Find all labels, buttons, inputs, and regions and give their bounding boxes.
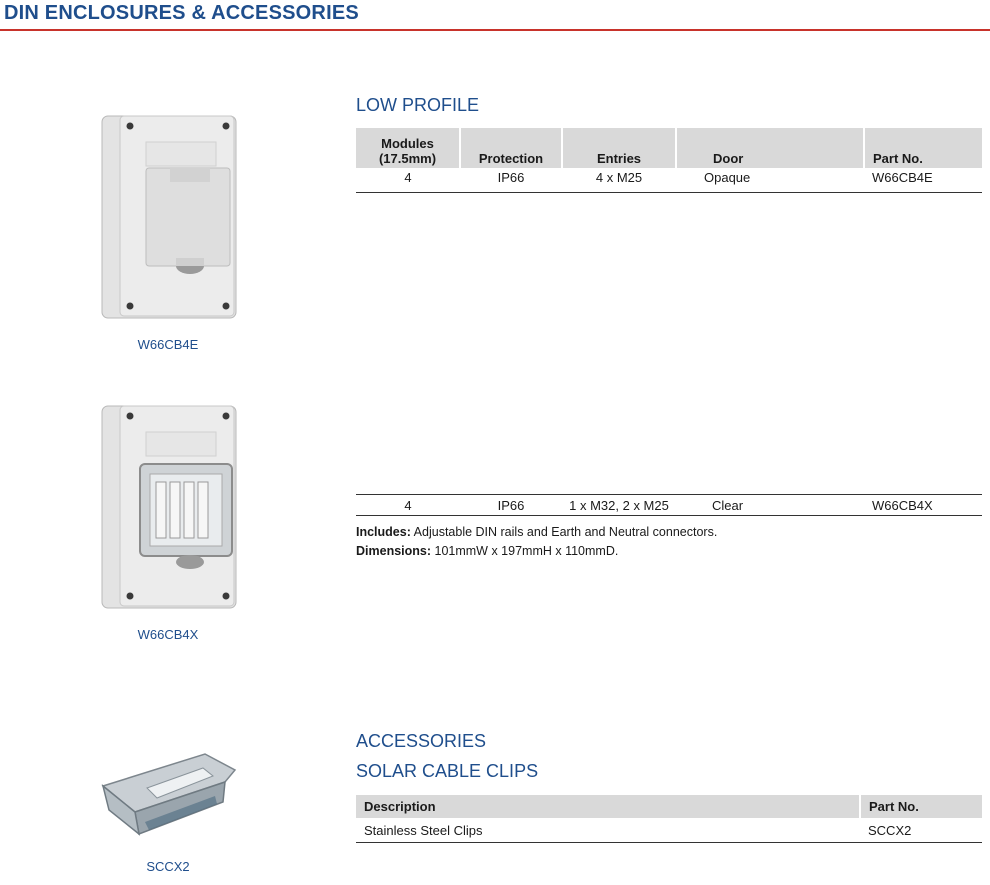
cell-part-no: W66CB4E <box>864 168 982 193</box>
table-row <box>356 495 982 516</box>
table-row <box>356 168 982 193</box>
dimensions-note <box>356 544 618 558</box>
section-heading-low-profile: LOW PROFILE <box>356 95 480 115</box>
cell-modules: 4 <box>356 168 460 193</box>
page-title: DIN ENCLOSURES & ACCESSORIES <box>4 2 359 24</box>
cable-clip-image <box>95 748 245 848</box>
cell-entries: 1 x M32, 2 x M25 <box>569 497 669 513</box>
includes-note <box>356 525 717 539</box>
column-header-part-no: Part No. <box>864 128 982 168</box>
accessories-table <box>356 795 982 843</box>
column-header-protection: Protection <box>460 128 562 168</box>
cell-description: Stainless Steel Clips <box>364 822 483 838</box>
product-caption: W66CB4E <box>137 337 199 352</box>
cell-part-no: W66CB4X <box>872 497 933 513</box>
includes-label: Includes: <box>356 525 411 539</box>
cell-door: Clear <box>712 497 744 513</box>
table-row <box>356 818 982 843</box>
low-profile-spec-table <box>356 128 982 193</box>
column-header-entries: Entries <box>562 128 676 168</box>
column-header-door: Door <box>676 128 864 168</box>
product-caption: SCCX2 <box>146 859 190 874</box>
section-subheading-solar-cable-clips: SOLAR CABLE CLIPS <box>356 761 539 781</box>
column-header-part-no: Part No. <box>860 795 982 818</box>
column-header-modules: Modules (17.5mm) <box>356 128 460 168</box>
cell-entries: 4 x M25 <box>562 168 676 193</box>
enclosure-opaque-image <box>100 112 240 322</box>
section-heading-accessories: ACCESSORIES <box>356 731 487 751</box>
cell-door: Opaque <box>676 168 864 193</box>
low-profile-spec-table-row2 <box>356 494 982 516</box>
title-divider <box>0 29 990 31</box>
cell-part-no: SCCX2 <box>868 822 912 838</box>
dimensions-label: Dimensions: <box>356 544 432 558</box>
column-header-description: Description <box>356 795 860 818</box>
enclosure-clear-image <box>100 402 240 612</box>
product-caption: W66CB4X <box>137 627 199 642</box>
cell-modules: 4 <box>404 497 412 513</box>
includes-text: Adjustable DIN rails and Earth and Neutral connectors. <box>413 525 718 539</box>
cell-protection: IP66 <box>497 497 525 513</box>
dimensions-text: 101mmW x 197mmH x 110mmD. <box>434 544 619 558</box>
cell-protection: IP66 <box>460 168 562 193</box>
